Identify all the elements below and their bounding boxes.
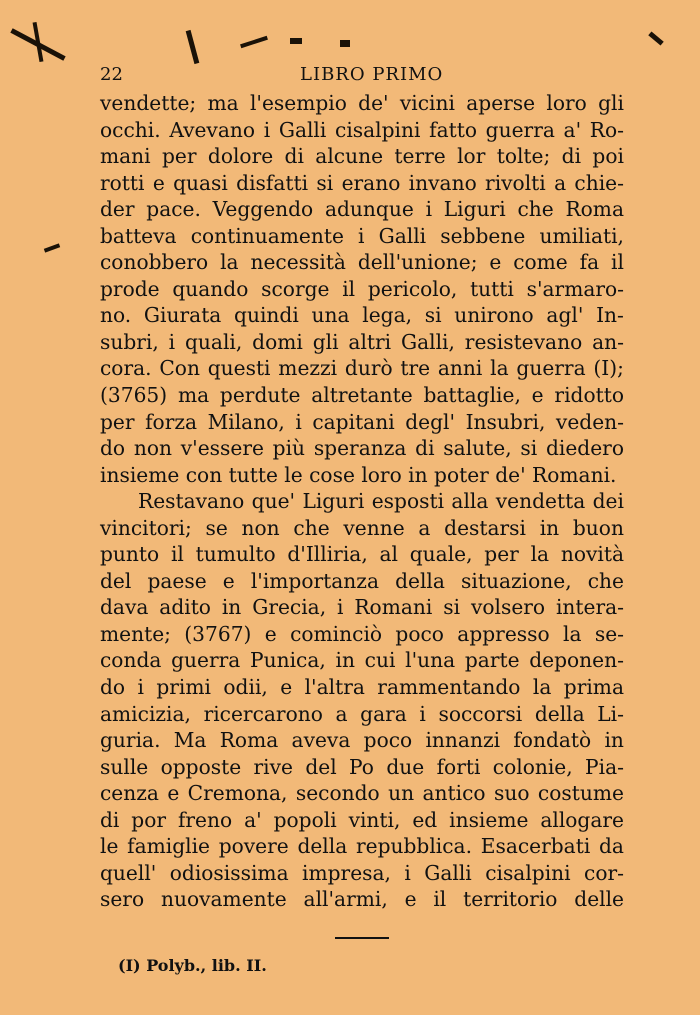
text-line: do i primi odii, e l'altra rammentando la prima [100,675,624,700]
text-line: del paese e l'importanza della situazione, che [100,568,624,593]
text-line: di por freno a' popoli vinti, ed insieme allogare [100,807,624,832]
text-line: cenza e Cremona, secondo un antico suo costume [100,781,624,806]
text-line: Restavano que' Liguri esposti alla vendetta dei [138,489,624,514]
text-line: der pace. Veggendo adunque i Liguri che Roma [100,197,624,222]
ink-smudge [186,30,200,64]
text-line: vincitori; se non che venne a destarsi in buon [100,515,624,540]
body-text [100,90,624,913]
text-line: conobbero la necessità dell'unione; e come fa il [100,250,624,275]
text-line: le famiglie povere della repubblica. Esacerbati da [100,834,624,859]
text-line: mente; (3767) e cominciò poco appresso la se- [100,621,624,646]
ink-smudge [290,38,302,44]
text-line: punto il tumulto d'Illiria, al quale, per la novità [100,542,624,567]
text-line: vendette; ma l'esempio de' vicini aperse loro gli [100,91,624,115]
text-line: subri, i quali, domi gli altri Galli, resistevano an- [100,329,624,354]
text-line: (3765) ma perdute altretante battaglie, e ridotto [100,383,624,408]
text-line: mani per dolore di alcune terre lor tolte; di poi [100,144,624,169]
text-line: insieme con tutte le cose loro in poter de' Romani. [100,462,617,487]
text-line: dava adito in Grecia, i Romani si volsero intera- [100,595,624,620]
page-header [100,64,620,88]
footnote: (I) Polyb., lib. II. [118,956,267,975]
text-line: rotti e quasi disfatti si erano invano rivolti a chie- [100,170,624,195]
running-head: LIBRO PRIMO [300,64,444,85]
text-line: sulle opposte rive del Po due forti colonie, Pia- [100,754,624,779]
text-line: cora. Con questi mezzi durò tre anni la guerra (I); [100,356,624,381]
text-line: prode quando scorge il pericolo, tutti s'armaro- [100,276,624,301]
text-line: amicizia, ricercarono a gara i soccorsi della Li- [100,701,624,726]
text-line: batteva continuamente i Galli sebbene umiliati, [100,223,624,248]
text-line: occhi. Avevano i Galli cisalpini fatto guerra a' Ro- [100,117,624,142]
ink-smudge [44,243,60,252]
text-line: conda guerra Punica, in cui l'una parte deponen- [100,648,624,673]
text-line: quell' odiosissima impresa, i Galli cisalpini cor- [100,860,624,885]
ink-smudge [648,31,663,45]
footnote-separator [335,937,389,939]
ink-smudge [340,40,350,47]
text-line: do non v'essere più speranza di salute, si diedero [100,436,624,461]
text-line: guria. Ma Roma aveva poco innanzi fondatò in [100,728,624,753]
page-number: 22 [100,64,123,85]
ink-smudge [240,36,268,48]
paragraph [100,90,624,488]
paragraph [100,488,624,913]
text-line: no. Giurata quindi una lega, si unirono agl' In- [100,303,624,328]
text-line: per forza Milano, i capitani degl' Insubri, veden- [100,409,624,434]
text-line: sero nuovamente all'armi, e il territorio delle [100,887,624,912]
